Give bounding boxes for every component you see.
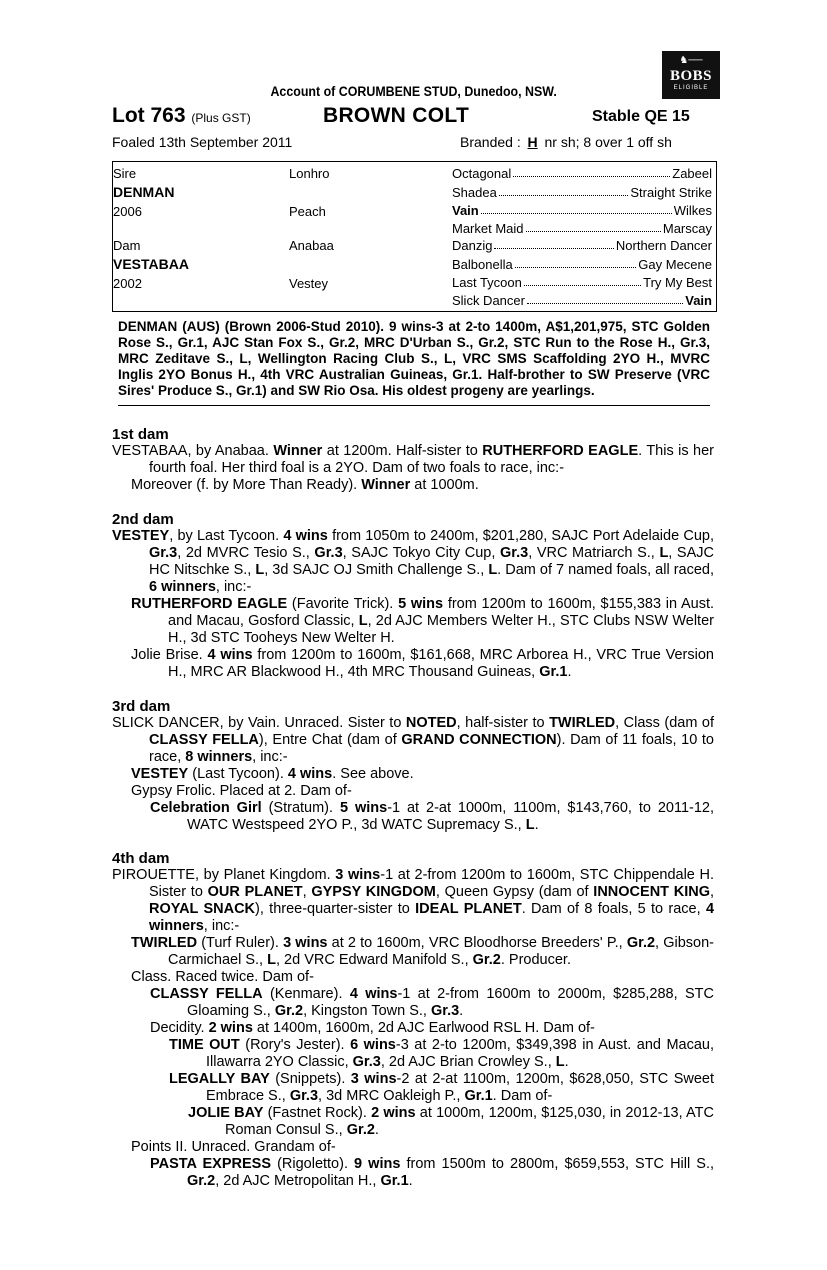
horse-icon: ♞── [679,55,703,66]
vendor-account: Account of CORUMBENE STUD, Dunedoo, NSW. [270,84,557,99]
lot-number: Lot 763 (Plus GST) [112,104,251,127]
stable-location: Stable QE 15 [592,108,690,125]
first-dam-text: VESTABAA, by Anabaa. Winner at 1200m. Half-sister to RUTHERFORD EAGLE. This is her fourth foal. Her third foal is a 2YO. Dam of two foals to race, inc:- Moreover (f. by More Than Ready). Winner at 1000m. [112,443,714,493]
bobs-eligible-logo: ♞── BOBS ELIGIBLE [662,51,720,99]
sire-summary: DENMAN (AUS) (Brown 2006-Stud 2010). 9 wins-3 at 2-to 1400m, A$1,201,975, STC Golden Rose S., Gr.1, AJC Stan Fox S., Gr.2, MRC D'Urban S., Gr.2, STC Run to the Rose H., Gr.3, MRC Zeditave S., L, Wellington Racing Club S., L, VRC SMS Scaffolding 2YO H., MVRC Inglis 2YO Bonus H., 4th VRC Australian Guineas, Gr.1. Half-brother to SW Preserve (VRC Sires' Produce S., Gr.1) and SW Rio Osa. His oldest progeny are yearlings. [118,319,710,406]
third-dam-heading: 3rd dam [112,698,171,715]
fourth-dam-text: PIROUETTE, by Planet Kingdom. 3 wins-1 at 2-from 1200m to 1600m, STC Chippendale H. Sister to OUR PLANET, GYPSY KINGDOM, Queen Gypsy (dam of INNOCENT KING, ROYAL SNACK), three-quarter-sister to IDEAL PLANET. Dam of 8 foals, 5 to race, 4 winners, inc:- TWIRLED (Turf Ruler). 3 wins at 2 to 1600m, VRC Bloodhorse Breeders' P., Gr.2, Gibson-Carmichael S., L, 2d VRC Edward Manifold S., Gr.2. Producer. Class. Raced twice. Dam of- CLASSY FELLA (Kenmare). 4 wins-1 at 2-from 1600m to 2000m, $285,288, STC Gloaming S., Gr.2, Kingston Town S., Gr.3. Decidity. 2 wins at 1400m, 1600m, 2d AJC Earlwood RSL H. Dam of- TIME OUT (Rory's Jester). 6 wins-3 at 2-to 1200m, $349,398 in Aust. and Macau, Illawarra 2YO Classic, Gr.3, 2d AJC Brian Crowley S., L. LEGALLY BAY (Snippets). 3 wins-2 at 2-at 1100m, 1200m, $628,050, STC Sweet Embrace S., Gr.3, 3d MRC Oakleigh P., Gr.1. Dam of- JOLIE BAY (Fastnet Rock). 2 wins at 1000m, 1200m, $125,030, in 2012-13, ATC Roman Consul S., Gr.2. Points II. Unraced. Grandam of- PASTA EXPRESS (Rigoletto). 9 wins from 1500m to 2800m, $659,553, STC Hill S., Gr.2, 2d AJC Metropolitan H., Gr.1. [112,867,715,1189]
sire-name: DENMAN [113,184,175,200]
brand-mark-icon: H [527,134,538,150]
second-dam-heading: 2nd dam [112,511,174,528]
foaled-date: Foaled 13th September 2011 [112,134,293,150]
brand-info: Branded : H nr sh; 8 over 1 off sh [460,134,672,150]
second-dam-text: VESTEY, by Last Tycoon. 4 wins from 1050m to 2400m, $201,280, SAJC Port Adelaide Cup, Gr.3, 2d MVRC Tesio S., Gr.3, SAJC Tokyo City Cup, Gr.3, VRC Matriarch S., L, SAJC HC Nitschke S., L, 3d SAJC OJ Smith Challenge S., L. Dam of 7 named foals, all raced, 6 winners, inc:- RUTHERFORD EAGLE (Favorite Trick). 5 wins from 1200m to 1600m, $155,383 in Aust. and Macau, Gosford Classic, L, 2d AJC Members Welter H., STC Clubs NSW Welter H., 3d STC Tooheys New Welter H. Jolie Brise. 4 wins from 1200m to 1600m, $161,668, MRC Arborea H., VRC True Version H., MRC AR Blackwood H., 4th MRC Thousand Guineas, Gr.1. [112,528,715,680]
first-dam-heading: 1st dam [112,426,169,443]
sex-colour: BROWN COLT [323,104,470,127]
fourth-dam-heading: 4th dam [112,850,170,867]
dam-name: VESTABAA [113,256,189,272]
third-dam-text: SLICK DANCER, by Vain. Unraced. Sister to NOTED, half-sister to TWIRLED, Class (dam of CLASSY FELLA), Entre Chat (dam of GRAND CONNECTION). Dam of 11 foals, 10 to race, 8 winners, inc:- VESTEY (Last Tycoon). 4 wins. See above. Gypsy Frolic. Placed at 2. Dam of- Celebration Girl (Stratum). 5 wins-1 at 2-at 1000m, 1100m, $143,760, to 2011-12, WATC Westspeed 2YO P., 3d WATC Supremacy S., L. [112,715,715,833]
pedigree-table: Sire DENMAN 2006 Dam VESTABAA 2002 Lonhro Peach Anabaa Vestey Octagonal Zabeel Shadea Straight Strike Vain Wilkes Market Maid Marscay Danzig Northern Dancer Balbonella Gay Mecene Last Tycoon Try My Best Slick Dancer Vain [112,161,717,312]
